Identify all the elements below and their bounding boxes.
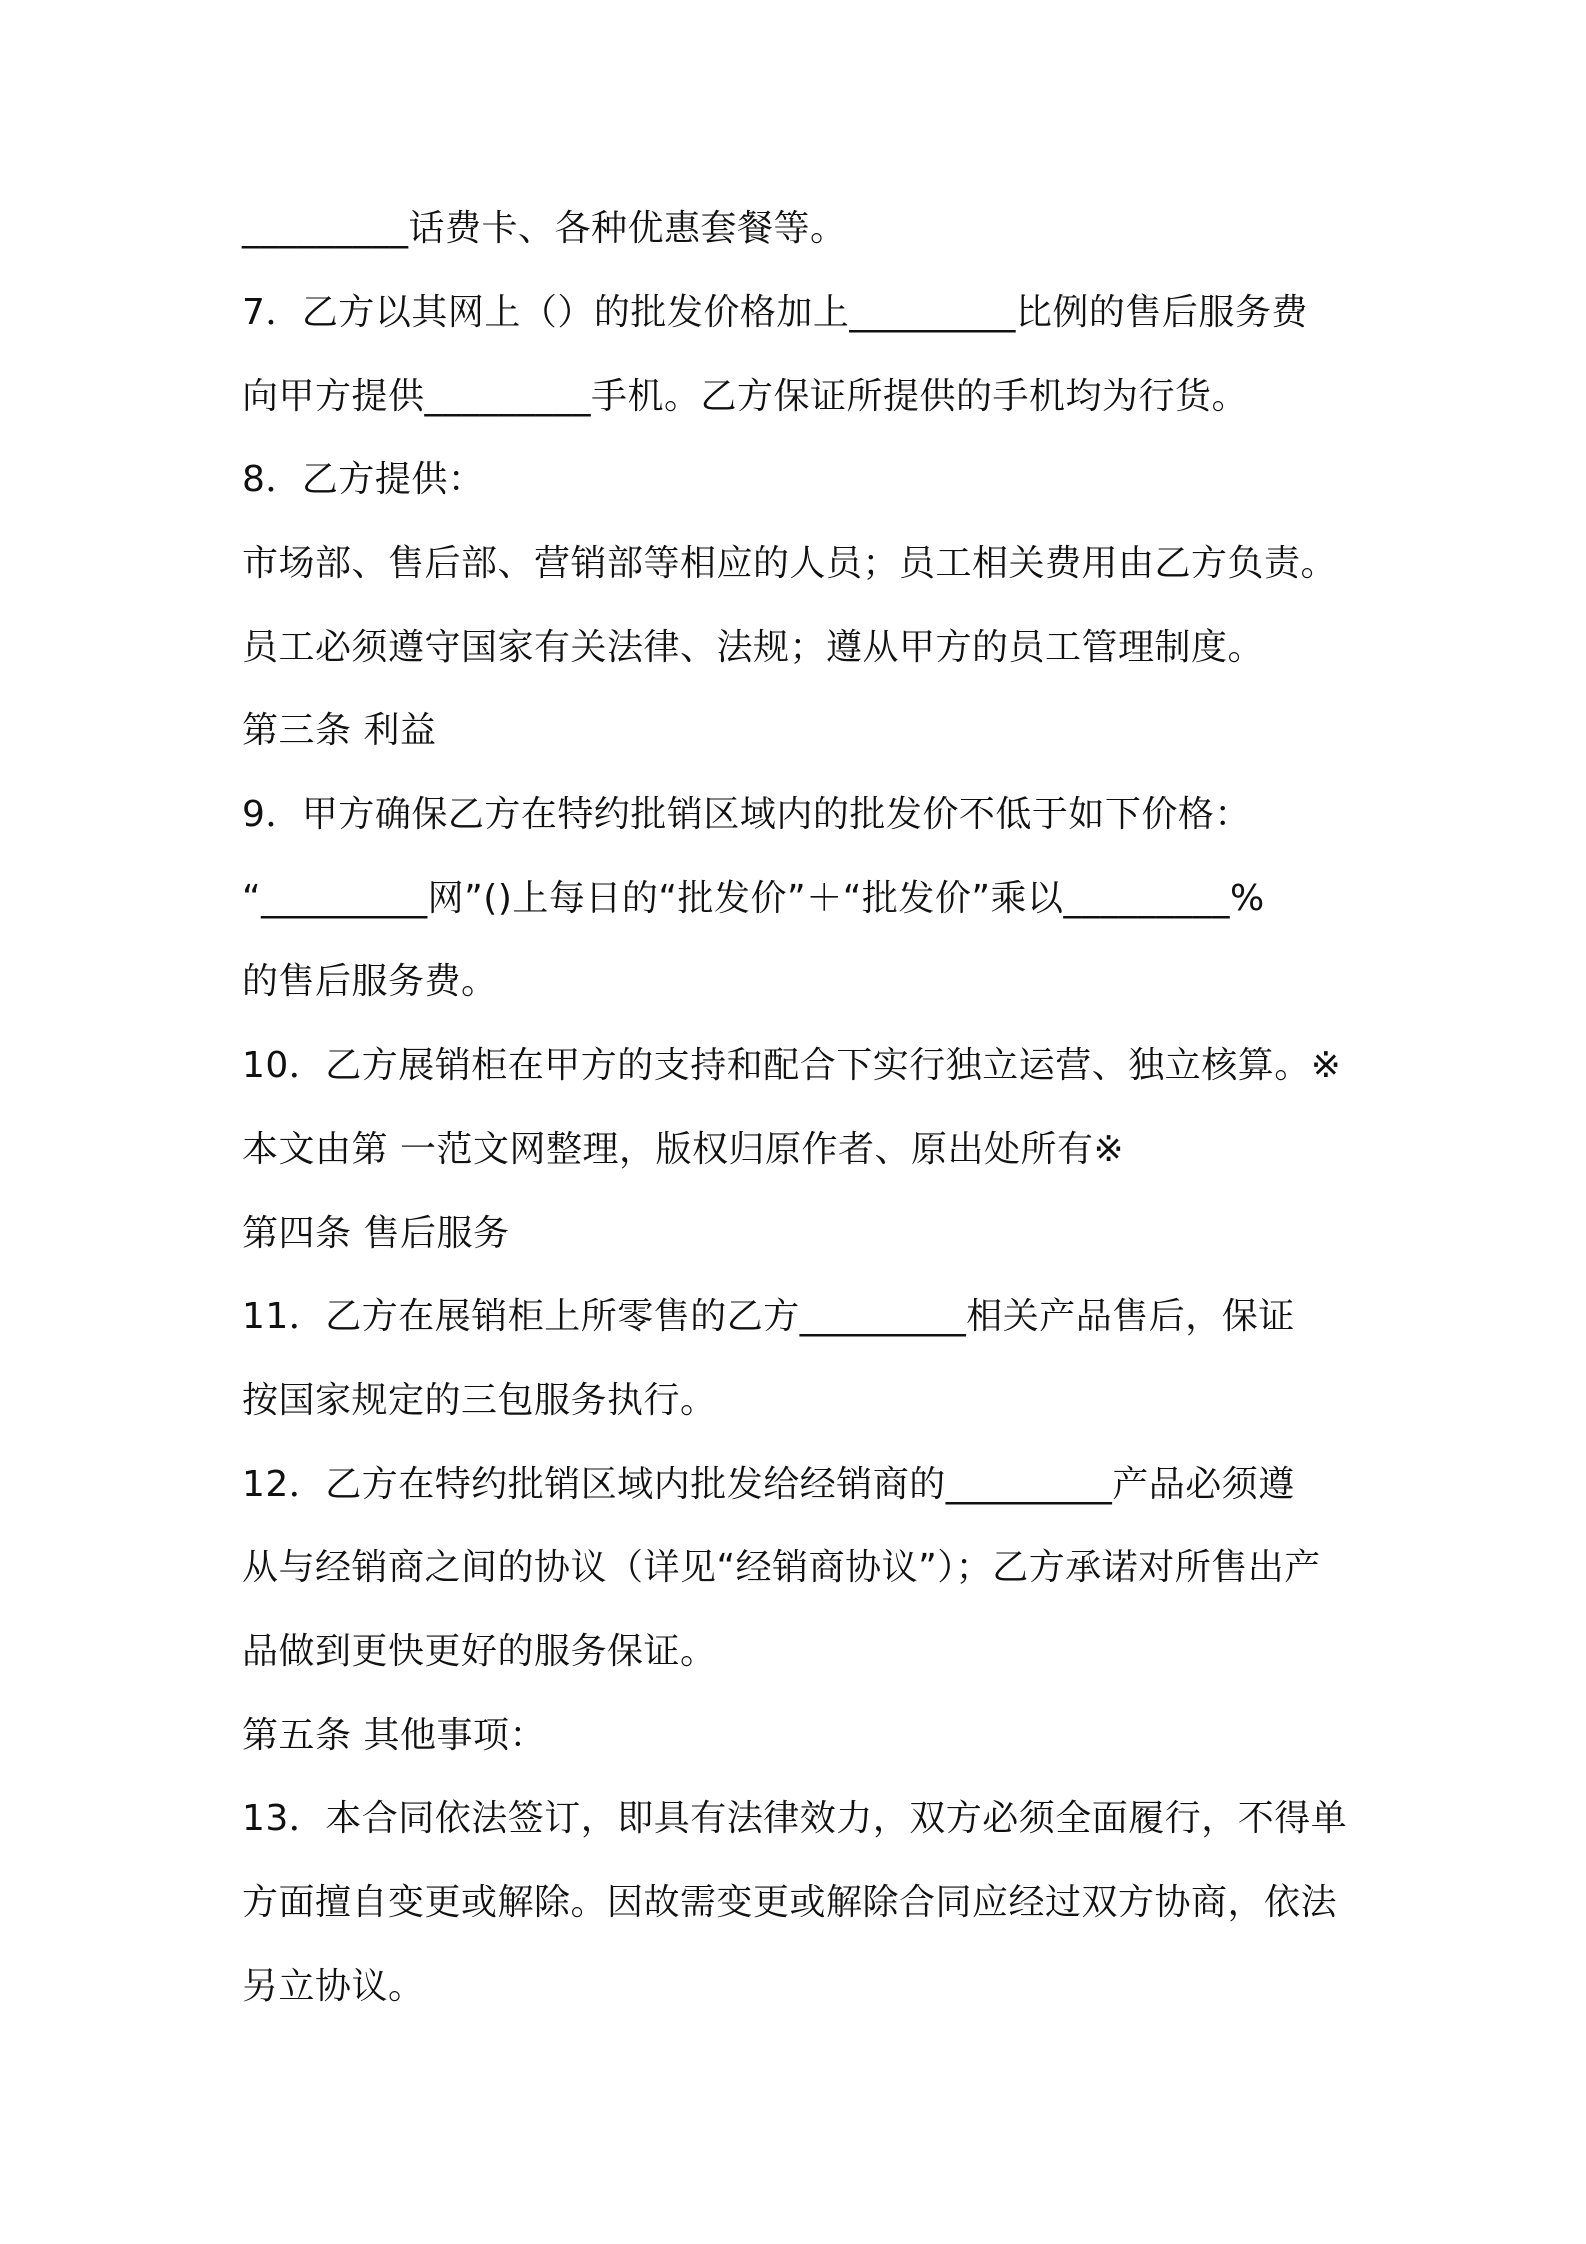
clause-13-line-3: 另立协议。 [242,1966,425,2007]
text-line: _________话费卡、各种优惠套餐等。 [242,208,847,249]
article-5-heading: 第五条 其他事项： [242,1715,546,1756]
clause-11-line-2: 按国家规定的三包服务执行。 [242,1380,717,1421]
clause-7-line-1: 7．乙方以其网上（）的批发价格加上_________比例的售后服务费 [242,292,1308,333]
clause-12-line-2: 从与经销商之间的协议（详见“经销商协议”）；乙方承诺对所售出产 [242,1547,1321,1588]
clause-10-line-1: 10．乙方展销柜在甲方的支持和配合下实行独立运营、独立核算。※ [242,1045,1342,1086]
clause-8-line-2: 员工必须遵守国家有关法律、法规；遵从甲方的员工管理制度。 [242,627,1265,668]
clause-10-line-2: 本文由第 一范文网整理，版权归原作者、原出处所有※ [242,1129,1125,1170]
article-3-heading: 第三条 利益 [242,710,437,751]
clause-13-line-2: 方面擅自变更或解除。因故需变更或解除合同应经过双方协商，依法 [242,1882,1338,1923]
clause-7-line-2: 向甲方提供_________手机。乙方保证所提供的手机均为行货。 [242,376,1249,417]
clause-9-line-3: 的售后服务费。 [242,961,498,1002]
article-4-heading: 第四条 售后服务 [242,1213,510,1254]
clause-8-heading: 8．乙方提供： [242,459,485,500]
clause-9-line-2: “_________网”()上每日的“批发价”＋“批发价”乘以_________% [242,878,1265,919]
clause-12-line-3: 品做到更快更好的服务保证。 [242,1631,717,1672]
clause-9-line-1: 9．甲方确保乙方在特约批销区域内的批发价不低于如下价格： [242,794,1251,835]
clause-8-line-1: 市场部、售后部、营销部等相应的人员；员工相关费用由乙方负责。 [242,543,1338,584]
clause-11-line-1: 11．乙方在展销柜上所零售的乙方_________相关产品售后，保证 [242,1296,1295,1337]
clause-13-line-1: 13．本合同依法签订，即具有法律效力，双方必须全面履行，不得单 [242,1798,1348,1839]
clause-12-line-1: 12．乙方在特约批销区域内批发给经销商的_________产品必须遵 [242,1464,1295,1505]
